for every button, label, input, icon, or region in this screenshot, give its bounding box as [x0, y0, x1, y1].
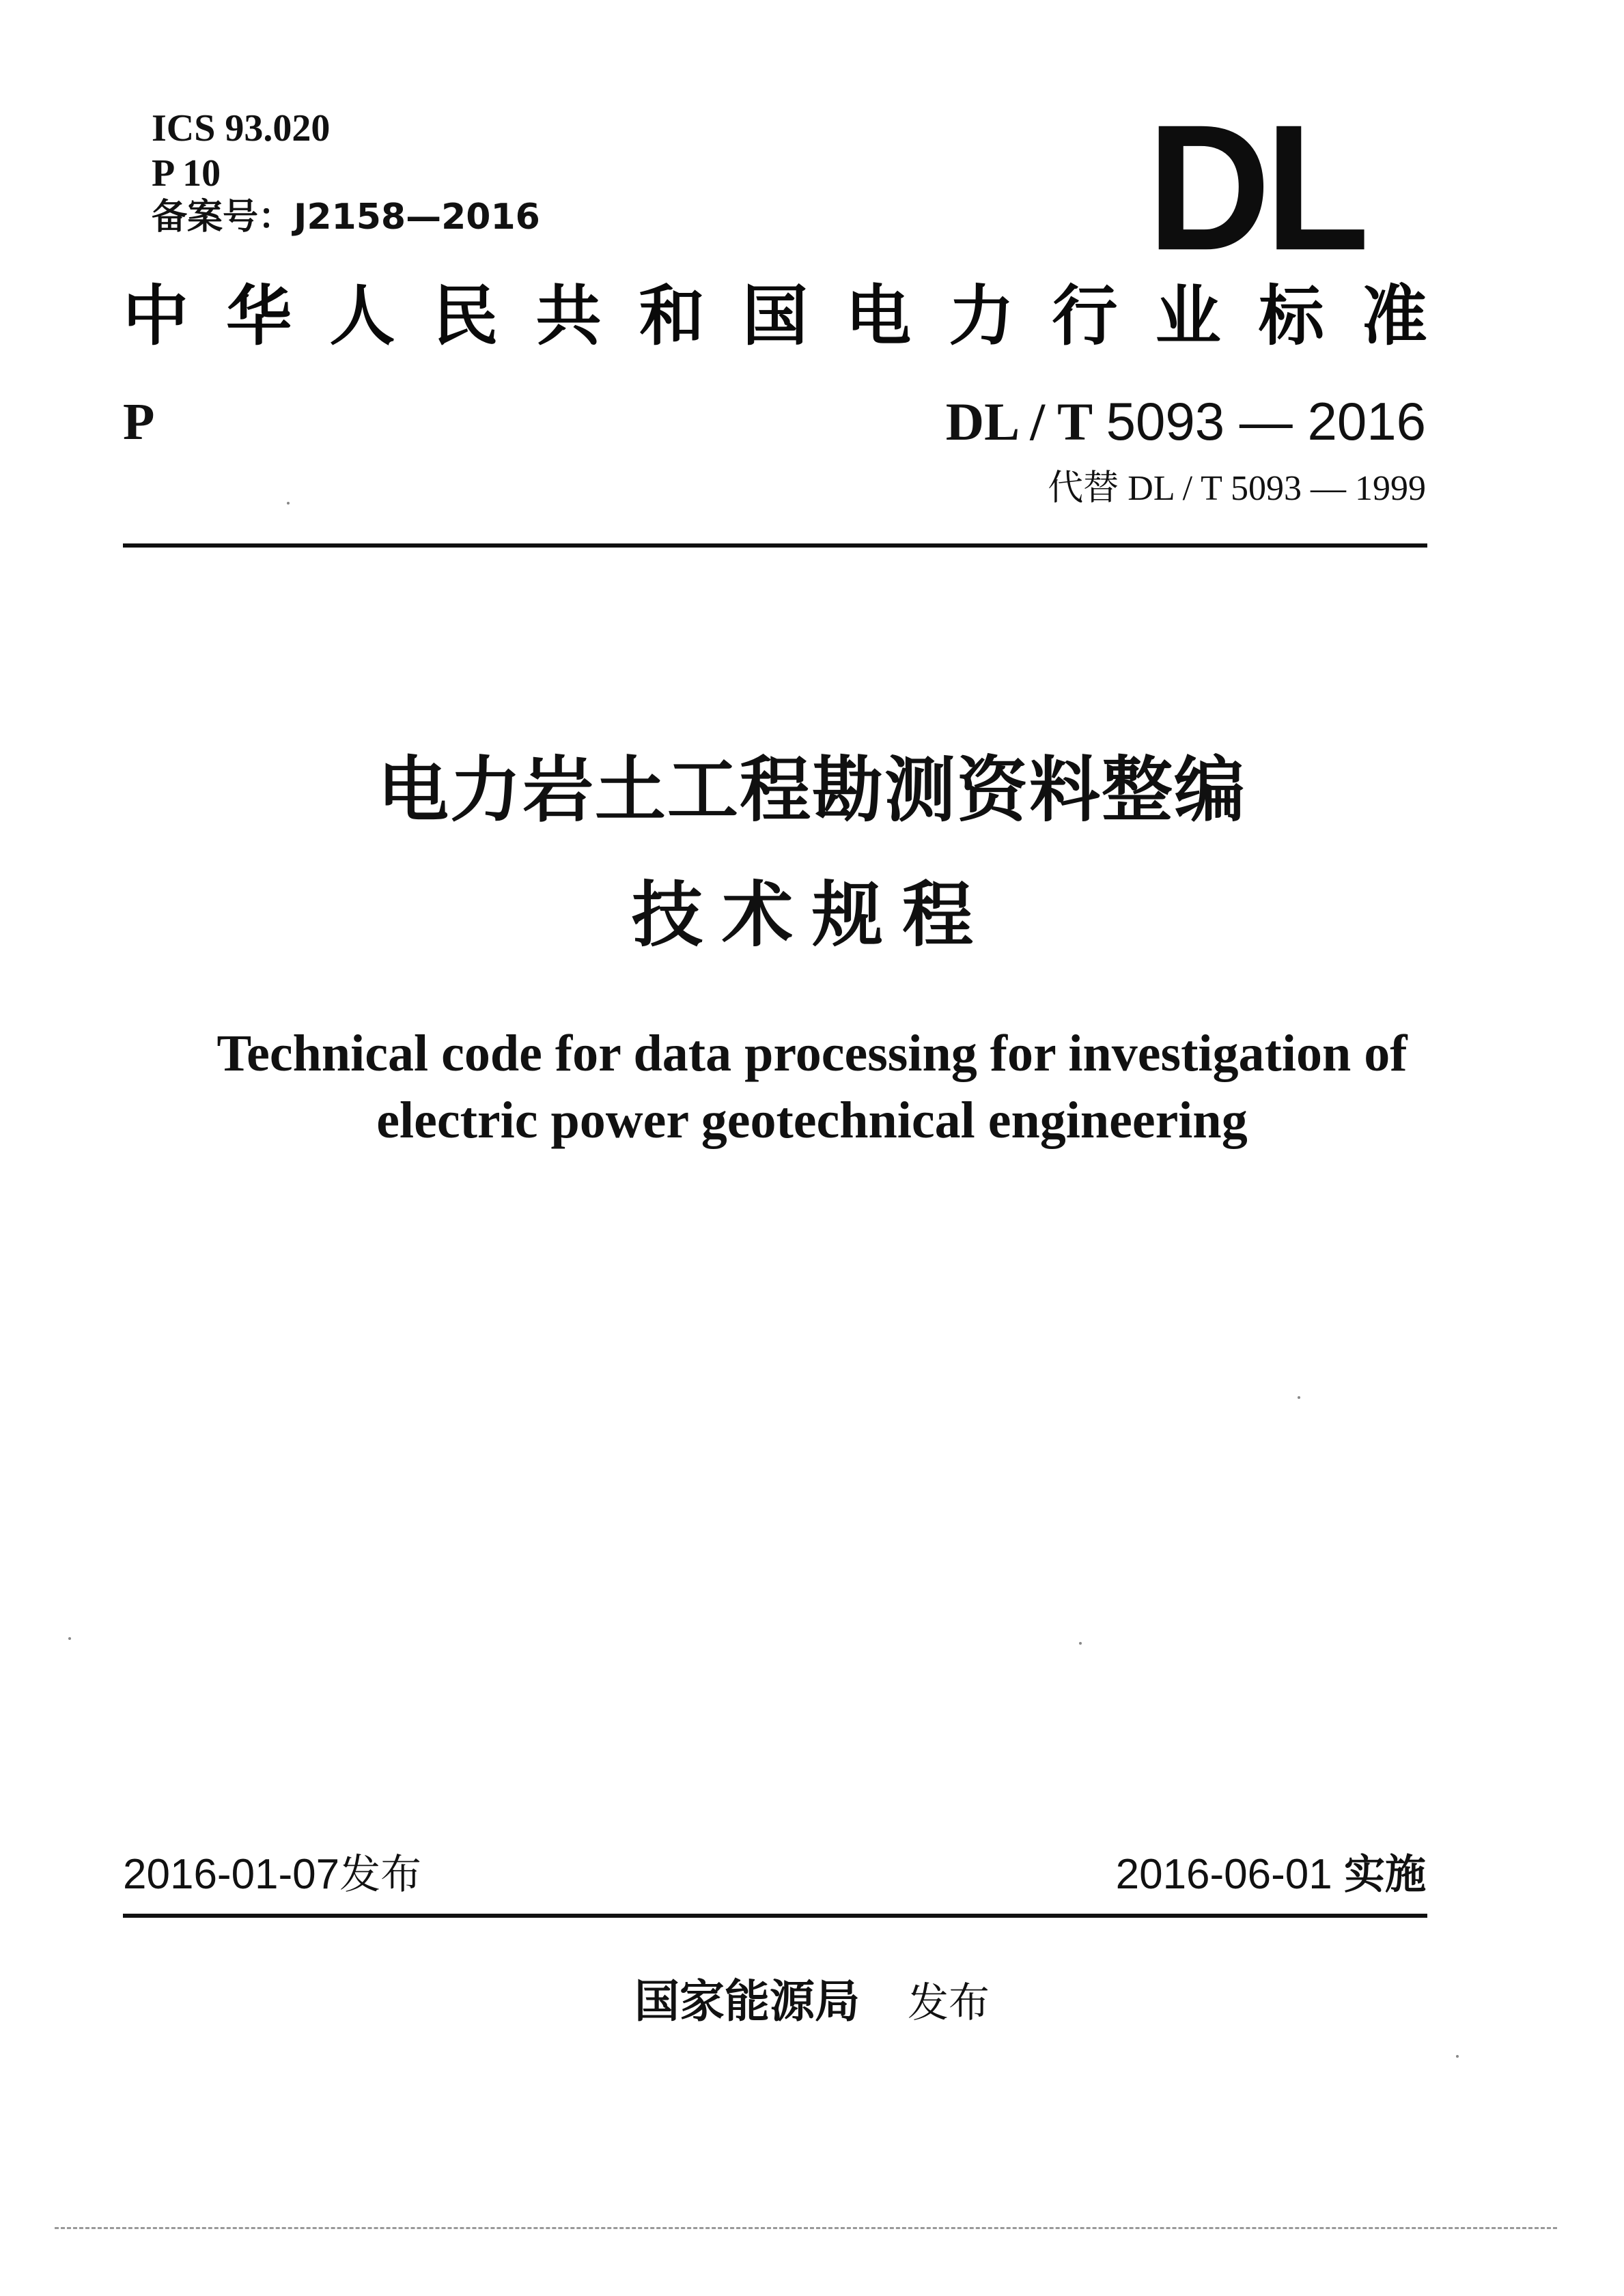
class-code: P: [123, 393, 155, 451]
english-title-line-2: electric power geotechnical engineering: [376, 1092, 1248, 1149]
standard-category-title-char: 中: [123, 277, 188, 354]
standard-category-title-char: 准: [1361, 277, 1427, 354]
standard-category-title-char: 人: [329, 277, 395, 354]
scan-speck: [1298, 1396, 1300, 1399]
issue-date-label: 发布: [339, 1851, 422, 1899]
implementation-date: [1115, 1851, 1426, 1899]
standard-category-title-char: 电: [845, 277, 912, 354]
replaces-standard: 代替 DL / T 5093 — 1999: [1048, 469, 1426, 508]
scan-speck: [287, 502, 290, 505]
standard-number: [945, 391, 1426, 451]
standard-category-title-char: 行: [1052, 277, 1118, 354]
english-title-line-1: Technical code for data processing for investigation of: [216, 1025, 1408, 1082]
issue-date: [123, 1851, 422, 1899]
standard-category-title-char: 业: [1155, 277, 1221, 354]
standard-category-title-char: 标: [1258, 277, 1324, 354]
standard-category-title-char: 华: [226, 277, 292, 354]
publisher-org: 国家能源局: [634, 1974, 860, 2028]
standard-category-title-char: 力: [949, 277, 1015, 354]
scan-speck: [1456, 2055, 1459, 2058]
classification-code: P 10: [152, 152, 221, 195]
standard-category-title-char: 国: [742, 277, 808, 354]
scan-artifact-line: [55, 2227, 1557, 2229]
standard-category-title-char: 和: [639, 277, 705, 354]
standard-category-title: [123, 277, 1427, 354]
publisher-label: 发布: [908, 1979, 990, 2027]
top-divider: [123, 543, 1427, 548]
chinese-title-line-2: 技术规程: [631, 873, 992, 956]
standard-number-value: 5093 — 2016: [1106, 391, 1426, 451]
filing-number: 备案号：J2158—2016: [152, 197, 540, 238]
standard-number-code: DL / T: [945, 392, 1093, 451]
publisher: [0, 1974, 1624, 2028]
implementation-date-label: 实施: [1344, 1851, 1426, 1899]
implementation-date-value: 2016-06-01: [1115, 1851, 1332, 1898]
chinese-title-line-1: 电力岩土工程勘测资料整编: [377, 748, 1246, 832]
scan-speck: [68, 1637, 71, 1640]
dl-logo: DL: [1147, 87, 1364, 287]
standard-category-title-char: 民: [432, 277, 499, 354]
issue-date-value: 2016-01-07: [123, 1851, 340, 1898]
bottom-divider: [123, 1914, 1427, 1918]
ics-code: ICS 93.020: [152, 107, 331, 150]
standard-category-title-char: 共: [535, 277, 602, 354]
scan-speck: [1079, 1642, 1082, 1645]
